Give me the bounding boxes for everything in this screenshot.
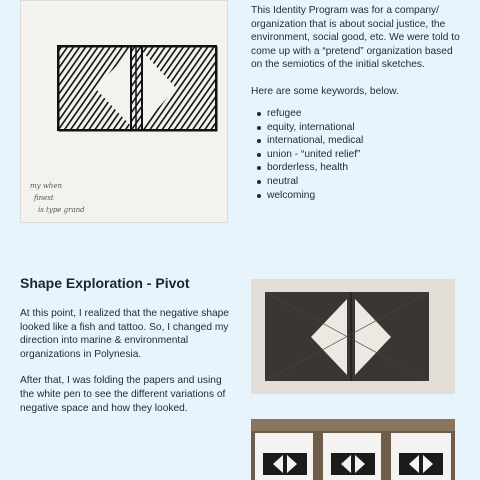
intro-text	[251, 4, 466, 99]
painted-shape-photo	[251, 279, 455, 394]
intro-paragraph-2: Here are some keywords, below.	[251, 85, 399, 97]
section-heading: Shape Exploration - Pivot	[20, 275, 190, 291]
sketch-note-1: my when	[30, 182, 62, 190]
keyword-item: international, medical	[267, 134, 467, 148]
keywords-list	[251, 107, 467, 202]
pivot-text	[20, 307, 230, 415]
pivot-paragraph-1: At this point, I realized that the negative shape looked like a fish and tattoo. So, I changed my direction into marine & environmental organizations in Polynesia.	[20, 308, 229, 360]
keyword-item: equity, international	[267, 121, 467, 135]
keyword-item: borderless, health	[267, 161, 467, 175]
folded-papers-photo	[251, 419, 455, 480]
keyword-item: union - “united relief”	[267, 148, 467, 162]
sketch-note-2: finest	[34, 194, 54, 202]
sketch-note-3: is type grand	[38, 206, 85, 214]
keyword-item: neutral	[267, 175, 467, 189]
pivot-paragraph-2: After that, I was folding the papers and using the white pen to see the different variations of negative space and how they looked.	[20, 375, 226, 414]
keyword-item: refugee	[267, 107, 467, 121]
intro-paragraph-1: This Identity Program was for a company/ organization that is about social justice, the environment, social good, etc. We were told to come up with a “pretend” organization based on the semiotics of the initial sketches.	[251, 5, 460, 71]
sketch-image	[20, 0, 228, 223]
keyword-item: welcoming	[267, 189, 467, 203]
